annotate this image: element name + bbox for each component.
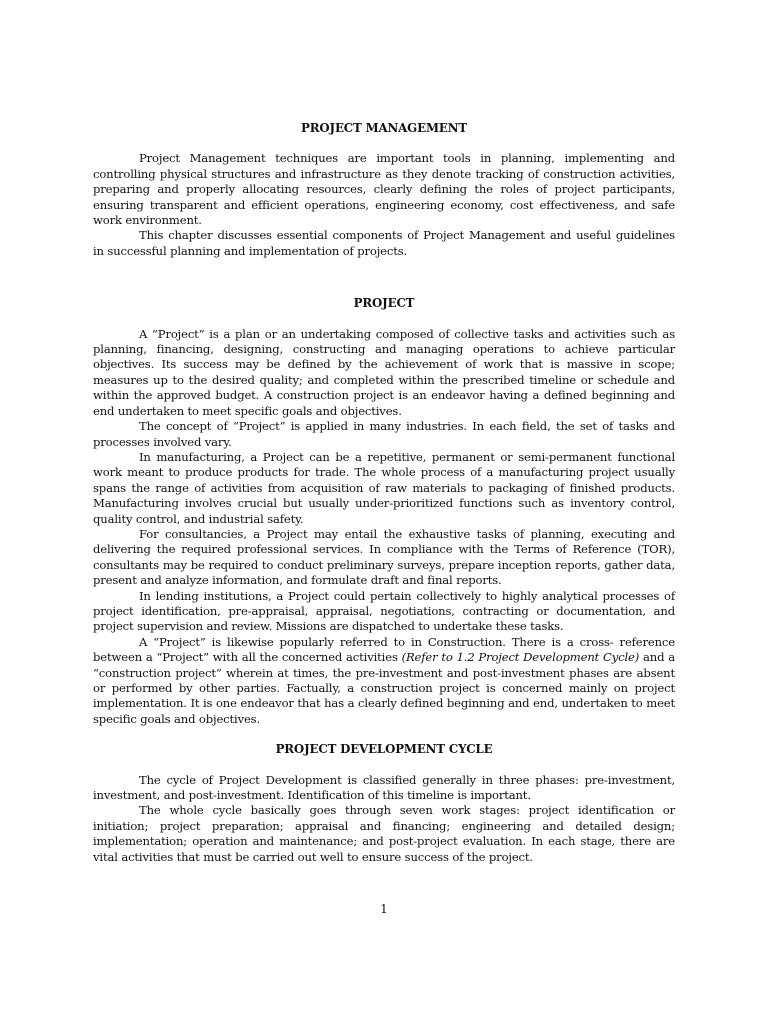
- intro-paragraph-1: Project Management techniques are important tools in planning, implementing and controlling physical structures and infrastructure as they denote tracking of construction activities, preparing and properly allocating resources, clearly defining the roles of project participants, ensuring transparent and efficient operations, engineering economy, cost effectiveness, and safe work environment.: [93, 151, 675, 228]
- section-heading-development-cycle: PROJECT DEVELOPMENT CYCLE: [275, 742, 493, 757]
- project-paragraph-4: For consultancies, a Project may entail the exhaustive tasks of planning, executing and delivering the required professional services. In compliance with the Terms of Reference (TOR), consultants may be required to conduct preliminary surveys, prepare inception reports, gather data, present and analyze information, and formulate draft and final reports.: [93, 526, 675, 588]
- page-number: 1: [380, 902, 388, 916]
- document-title: PROJECT MANAGEMENT: [301, 121, 467, 135]
- document-body: [93, 121, 675, 865]
- project-paragraph-6-text-end: and a “construction project” wherein at times, the pre-investment and post-investment phases are absent or performed by other parties. Factually, a construction project is concerned mainly on project implementation. It is one endeavor that has a clearly defined beginning and end, undertaken to meet specific goals and objectives.: [93, 650, 675, 726]
- project-paragraph-3: In manufacturing, a Project can be a repetitive, permanent or semi-permanent functional work meant to produce products for trade. The whole process of a manufacturing project usually spans the range of activities from acquisition of raw materials to packaging of finished products. Manufacturing involves crucial but usually under-prioritized functions such as inventory control, quality control, and industrial safety.: [93, 449, 675, 526]
- cycle-paragraph-1: The cycle of Project Development is classified generally in three phases: pre-investment, investment, and post-investment. Identification of this timeline is important.: [93, 772, 675, 803]
- cross-reference: (Refer to 1.2 Project Development Cycle): [401, 650, 640, 665]
- section-heading-project: PROJECT: [353, 296, 415, 311]
- project-paragraph-5: In lending institutions, a Project could pertain collectively to highly analytical processes of project identification, pre-appraisal, appraisal, negotiations, contracting or documentation, and project supervision and review. Missions are dispatched to undertake these tasks.: [93, 588, 675, 634]
- intro-paragraph-2: This chapter discusses essential components of Project Management and useful guidelines in successful planning and implementation of projects.: [93, 228, 675, 258]
- cycle-paragraph-2: The whole cycle basically goes through seven work stages: project identification or initiation; project preparation; appraisal and financing; engineering and detailed design; implementation; operation and maintenance; and post-project evaluation. In each stage, there are vital activities that must be carried out well to ensure success of the project.: [93, 803, 675, 864]
- project-paragraph-2: The concept of “Project” is applied in many industries. In each field, the set of tasks and processes involved vary.: [93, 419, 675, 449]
- project-paragraph-6-text-start: A “Project” is likewise popularly referred to in Construction. There is a cross- reference between a “Project” with all the concerned activities: [93, 634, 675, 665]
- project-paragraph-6: [93, 635, 675, 727]
- project-paragraph-1: A “Project” is a plan or an undertaking composed of collective tasks and activities such as planning, financing, designing, constructing and managing operations to achieve particular objectives. Its success may be defined by the achievement of work that is massive in scope; measures up to the desired quality; and completed within the prescribed timeline or schedule and within the approved budget. A construction project is an endeavor having a defined beginning and end undertaken to meet specific goals and objectives.: [93, 326, 675, 418]
